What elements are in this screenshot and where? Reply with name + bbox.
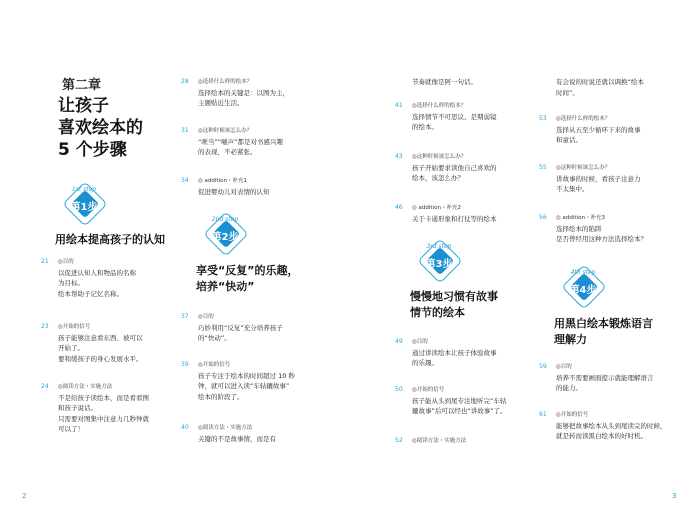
- entry-line: 绘本，该怎么办？: [412, 174, 464, 182]
- entry-sub: ◎阅读方法・实施方法: [412, 438, 467, 444]
- entry-line: “哐当”“嘣声”都是对书感兴趣: [198, 137, 283, 146]
- step4-small: 4th step: [570, 269, 596, 276]
- page-number-right: 3: [672, 492, 677, 500]
- entry-line: 孩子能够注意看东西、被可以: [58, 333, 143, 342]
- entry-cont: [556, 77, 644, 98]
- step1-small: 1st step: [71, 186, 97, 193]
- entry-page-num: 43: [395, 153, 403, 160]
- heading-line: 情节的绘本: [410, 306, 465, 319]
- entry-line: 的“快动”。: [198, 334, 231, 342]
- step2-small: 2nd step: [211, 216, 239, 223]
- entry-line: 关于卡通形象和打仗等的绘本: [412, 214, 497, 223]
- step4-big: 第4步: [569, 285, 597, 296]
- entry-line: 只需要对图集中注意力几秒钟就: [58, 414, 149, 423]
- entry-line: 不太集中。: [556, 185, 589, 193]
- entry-page-num: 41: [395, 102, 403, 109]
- entry-sub: ◎ addition・补充1: [198, 178, 247, 184]
- entry-43: [395, 152, 497, 184]
- entry-line: 有会说的时说还就以调换“绘本: [556, 78, 644, 86]
- entry-line: 的表现，不必紧张。: [198, 148, 257, 156]
- page-number-left: 2: [22, 492, 27, 500]
- heading-line: 培养“快动”: [196, 280, 255, 293]
- step2-badge: [205, 213, 245, 253]
- entry-sub: ◎阅读方法・实施方法: [198, 425, 253, 431]
- entry-line: 选择绘本的关键是：以图为主，: [198, 88, 289, 97]
- entry-40: [181, 423, 276, 444]
- entry-28: [181, 77, 289, 109]
- entry-line: 就是转而读黑白绘本的好时机。: [556, 432, 647, 440]
- chapter-title: [58, 95, 143, 161]
- step3-small: 3rd step: [426, 243, 452, 250]
- step1-badge: [64, 183, 104, 223]
- entry-line: 以促进认知人和物品的名称: [58, 268, 136, 277]
- entry-sub: ◎目的: [556, 364, 572, 370]
- entry-line: 能够把故事绘本从头到尾读完的时候，: [556, 421, 667, 430]
- entry-41: [395, 101, 497, 133]
- entry-page-num: 61: [539, 411, 547, 418]
- entry-page-num: 24: [41, 383, 49, 390]
- entry-sub: ◎目的: [412, 339, 428, 345]
- heading-step2: [196, 263, 298, 295]
- step2-big: 第2步: [211, 232, 239, 243]
- entry-line: 为目标。: [58, 279, 84, 287]
- entry-line: 要和缓孩子的身心发展水平。: [58, 354, 143, 363]
- entry-line: 促进婴幼儿对表情的认知: [198, 187, 270, 196]
- entry-21: [41, 257, 136, 299]
- entry-line: 讲故事的时候，看孩子注意力: [556, 174, 641, 183]
- entry-line: 的能力。: [556, 384, 582, 392]
- entry-page-num: 37: [181, 313, 189, 320]
- heading-step1: 用绘本提高孩子的认知: [55, 233, 165, 246]
- entry-24: [41, 382, 149, 435]
- entry-sub: ◎ addition・补充3: [556, 215, 605, 221]
- entry-46: [395, 203, 497, 224]
- entry-31: [181, 126, 283, 158]
- heading-line: 慢慢地习惯有故事: [410, 290, 498, 303]
- chapter-title-line: 让孩子: [58, 96, 109, 116]
- entry-page-num: 56: [539, 214, 547, 221]
- entry-sub: ◎开始的信号: [58, 324, 91, 330]
- entry-line: 培养不需要画面提示就能理解语言: [556, 373, 654, 382]
- entry-61: [539, 410, 667, 442]
- entry-line: 关键的不是故事情，而是有: [198, 434, 276, 443]
- entry-cont: [412, 77, 477, 88]
- entry-line: 开始了。: [58, 344, 84, 352]
- entry-page-num: 49: [395, 338, 403, 345]
- entry-page-num: 53: [539, 115, 547, 122]
- entry-sub: ◎目的: [58, 259, 74, 265]
- entry-sub: ◎选择什么样的绘本？: [556, 116, 611, 122]
- entry-line: 钟，就可以进入读“车轱辘故事”: [198, 382, 290, 390]
- entry-page-num: 46: [395, 204, 403, 211]
- entry-line: 选择从五至少循环下来的故事: [556, 125, 641, 134]
- step1-big: 第1步: [70, 202, 98, 213]
- entry-sub: ◎开始的信号: [412, 387, 445, 393]
- entry-sub: ◎阅读方法・实施方法: [58, 384, 113, 390]
- step3-badge: [419, 240, 459, 280]
- entry-page-num: 21: [41, 258, 49, 265]
- entry-line: 孩子开始要求读他自己喜欢的: [412, 163, 497, 172]
- entry-37: [181, 312, 283, 344]
- entry-page-num: 34: [181, 177, 189, 184]
- heading-step3: [410, 289, 498, 321]
- entry-line: 选择绘本的陷阱: [556, 224, 602, 233]
- chapter-title-line: 5 个步骤: [58, 140, 127, 160]
- entry-line: 主题贴近生活。: [198, 99, 244, 107]
- entry-line: 的乐趣。: [412, 359, 438, 367]
- heading-step4: [554, 316, 653, 348]
- entry-line: 选择情节不可思议、是期弱镜: [412, 112, 497, 121]
- entry-sub: ◎目的: [198, 314, 214, 320]
- step4-badge: [563, 266, 603, 306]
- entry-49: [395, 337, 497, 369]
- heading-line: 享受“反复”的乐趣，: [196, 264, 299, 277]
- entry-sub: ◎这种时候该怎么办？: [412, 154, 467, 160]
- entry-page-num: 55: [539, 164, 547, 171]
- entry-line: 不是给孩子读绘本，而是看看图: [58, 393, 149, 402]
- entry-page-num: 52: [395, 437, 403, 444]
- chapter-label: 第二章: [62, 78, 102, 93]
- entry-52: [395, 436, 467, 447]
- entry-sub: ◎选择什么样的绘本？: [198, 79, 253, 85]
- entry-line: 巧妙利用“反复”充分培养孩子: [198, 323, 283, 332]
- entry-sub: ◎开始的信号: [198, 362, 231, 368]
- entry-line: 绘本的阶段了。: [198, 392, 244, 401]
- entry-line: 绘本帮助子记忆名称。: [58, 289, 123, 298]
- entry-line: 孩子能从头到尾专注地听完“车轱: [412, 396, 507, 405]
- entry-line: 是否曾经用这种方法选择绘本？: [556, 235, 647, 243]
- entry-page-num: 40: [181, 424, 189, 431]
- entry-sub: ◎开始的信号: [556, 412, 589, 418]
- entry-56: [539, 213, 647, 245]
- entry-line: 和童话。: [556, 136, 582, 144]
- entry-line: 节奏就像是阿一句话。: [412, 78, 477, 86]
- entry-34: [181, 176, 270, 197]
- entry-line: 通过讲读绘本让孩子体验故事: [412, 348, 497, 357]
- step3-big: 第3步: [425, 259, 453, 270]
- entry-line: 辘故事”后可以经也“讲故事”了。: [412, 407, 507, 415]
- entry-page-num: 39: [181, 361, 189, 368]
- entry-page-num: 28: [181, 78, 189, 85]
- entry-page-num: 59: [539, 363, 547, 370]
- entry-59: [539, 362, 654, 394]
- entry-sub: ◎这种时候该怎么办？: [556, 165, 611, 171]
- entry-39: [181, 360, 295, 402]
- entry-line: 孩子专注于绘本的时间超过 10 秒: [198, 371, 295, 380]
- entry-page-num: 23: [41, 323, 49, 330]
- entry-line: 时间”。: [556, 88, 579, 97]
- entry-page-num: 50: [395, 386, 403, 393]
- entry-line: 和孩子说话。: [58, 404, 97, 412]
- entry-53: [539, 114, 641, 146]
- chapter-title-line: 喜欢绘本的: [58, 118, 143, 138]
- entry-line: 可以了！: [58, 425, 84, 433]
- entry-50: [395, 385, 507, 417]
- heading-line: 用黑白绘本锻炼语言: [554, 317, 653, 330]
- entry-23: [41, 322, 143, 364]
- entry-sub: ◎ addition・补充2: [412, 205, 461, 211]
- heading-line: 理解力: [554, 333, 587, 346]
- entry-line: 的绘本。: [412, 123, 438, 131]
- entry-sub: ◎选择什么样的绘本？: [412, 103, 467, 109]
- entry-page-num: 31: [181, 127, 189, 134]
- entry-sub: ◎这种时候该怎么办？: [198, 128, 253, 134]
- entry-55: [539, 163, 641, 195]
